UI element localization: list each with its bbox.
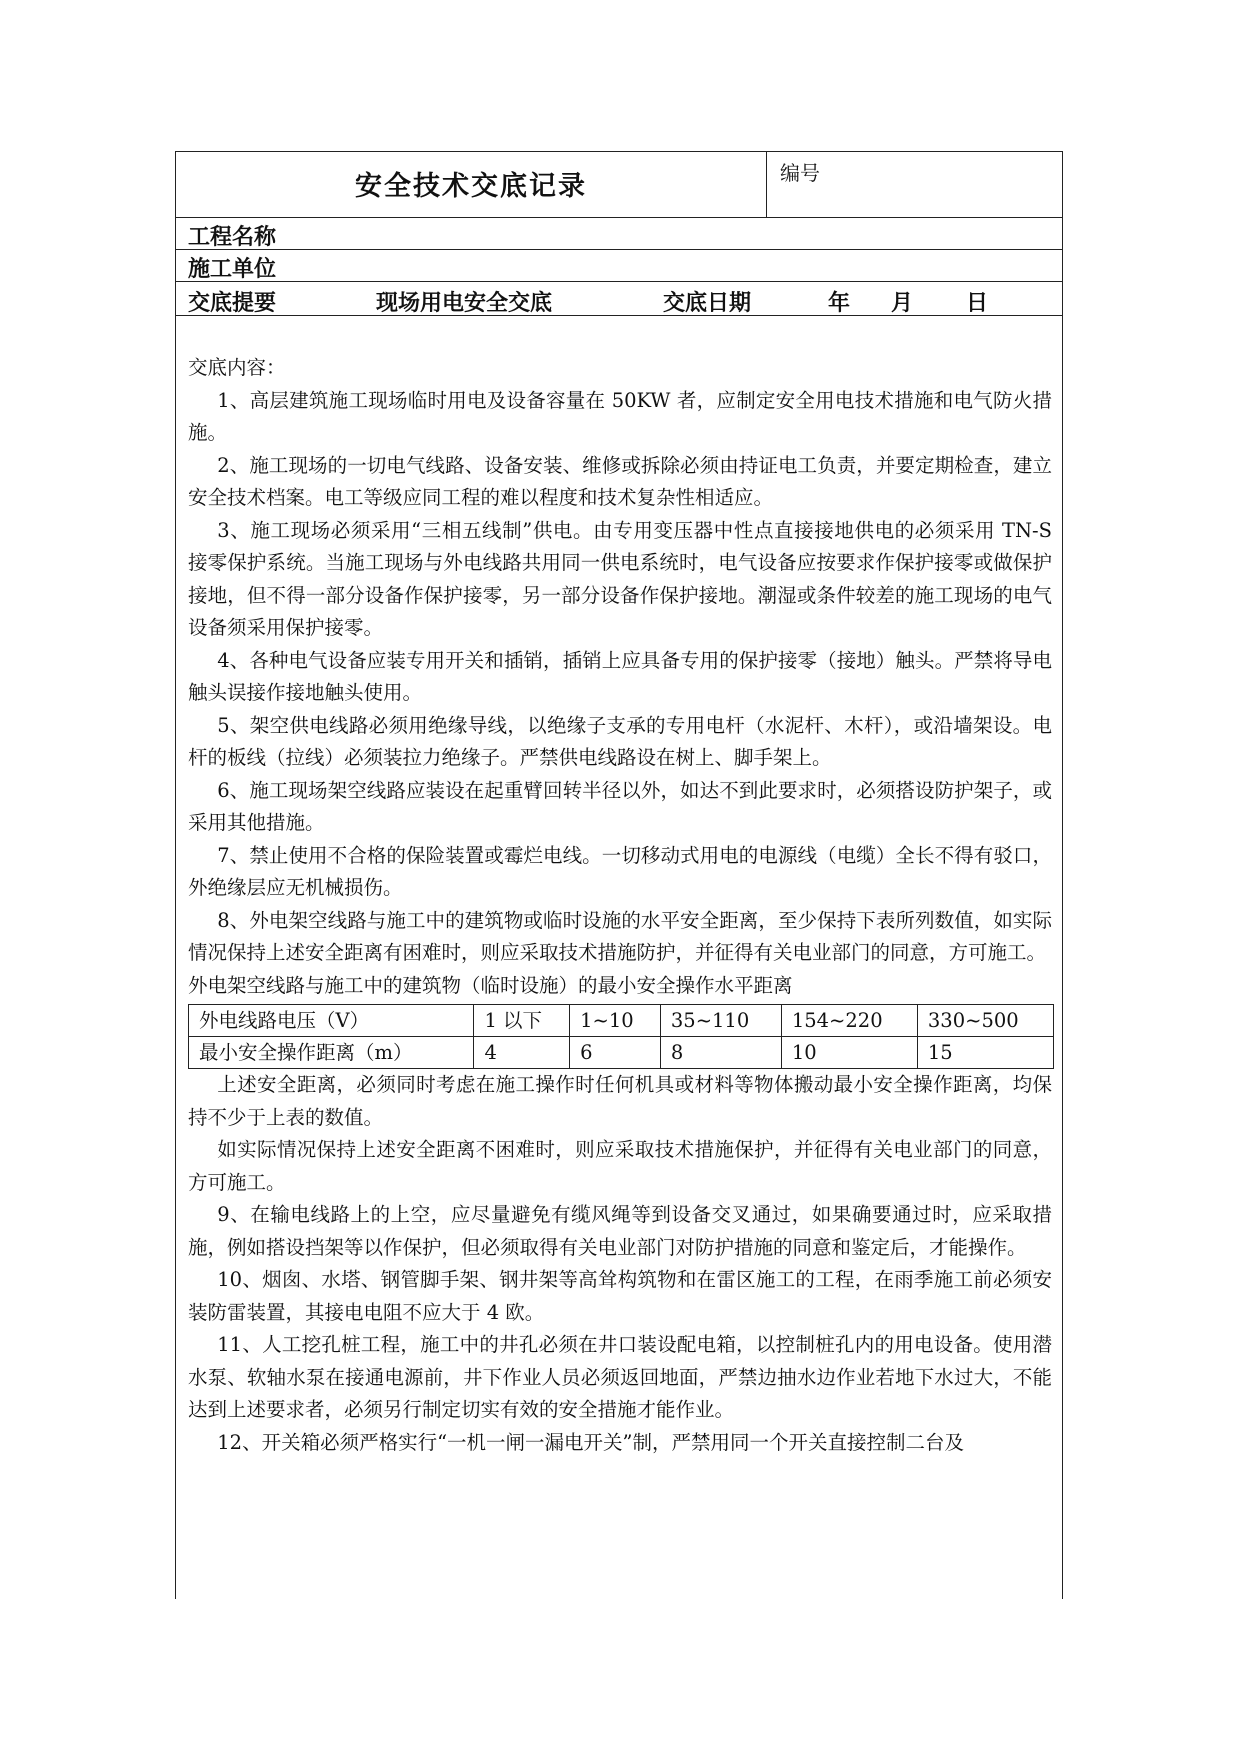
clause-4: 4、各种电气设备应装专用开关和插销，插销上应具备专用的保护接零（接地）触头。严禁将导电触头误接作接地触头使用。 (188, 648, 1052, 704)
clause-1: 1、高层建筑施工现场临时用电及设备容量在 50KW 者，应制定安全用电技术措施和电气防火措施。 (188, 388, 1052, 444)
date-year: 年 (828, 290, 851, 316)
table-cell: 1 以下 (474, 1005, 570, 1037)
safety-distance-table (188, 1004, 1054, 1069)
construction-unit-row (176, 250, 1062, 282)
clause-6: 6、施工现场架空线路应装设在起重臂回转半径以外，如达不到此要求时，必须搭设防护架子，或采用其他措施。 (188, 778, 1052, 834)
table-cell: 6 (570, 1037, 661, 1069)
clause-5: 5、架空供电线路必须用绝缘导线，以绝缘子支承的专用电杆（水泥杆、木杆），或沿墙架设。电杆的板线（拉线）必须装拉力绝缘子。严禁供电线路设在树上、脚手架上。 (188, 713, 1052, 769)
table-cell: 4 (474, 1037, 570, 1069)
clause-10: 10、烟囱、水塔、钢管脚手架、钢井架等高耸构筑物和在雷区施工的工程，在雨季施工前必须安装防雷装置，其接电电阻不应大于 4 欧。 (188, 1268, 1052, 1324)
note-1: 上述安全距离，必须同时考虑在施工操作时任何机具或材料等物体搬动最小安全操作距离，均保持不少于上表的数值。 (188, 1073, 1052, 1129)
table-cell: 330~500 (917, 1005, 1053, 1037)
project-name-row (176, 218, 1062, 250)
title-row (176, 152, 1062, 218)
divider (766, 152, 767, 217)
date-label: 交底日期 (663, 290, 752, 316)
table-cell: 154~220 (781, 1005, 917, 1037)
clause-12: 12、开关箱必须严格实行“一机一闸一漏电开关”制，严禁用同一个开关直接控制二台及 (217, 1430, 965, 1454)
table-cell: 10 (781, 1037, 917, 1069)
clause-8: 8、外电架空线路与施工中的建筑物或临时设施的水平安全距离，至少保持下表所列数值，如实际情况保持上述安全距离有困难时，则应采取技术措施防护，并征得有关电业部门的同意，方可施工。 (188, 908, 1052, 964)
clause-2: 2、施工现场的一切电气线路、设备安装、维修或拆除必须由持证电工负责，并要定期检查，建立安全技术档案。电工等级应同工程的难以程度和技术复杂性相适应。 (188, 453, 1052, 509)
summary-row (176, 282, 1062, 316)
date-month: 月 (891, 290, 914, 316)
page-title: 安全技术交底记录 (355, 171, 587, 202)
table-cell: 1~10 (570, 1005, 661, 1037)
table-cell: 15 (917, 1037, 1053, 1069)
table-cell: 8 (660, 1037, 781, 1069)
date-day: 日 (966, 290, 989, 316)
number-label: 编号 (780, 161, 820, 185)
summary-value: 现场用电安全交底 (376, 290, 553, 316)
construction-unit-label: 施工单位 (188, 256, 277, 282)
clause-7: 7、禁止使用不合格的保险装置或霉烂电线。一切移动式用电的电源线（电缆）全长不得有驳口，外绝缘层应无机械损伤。 (188, 843, 1052, 899)
table-caption: 外电架空线路与施工中的建筑物（临时设施）的最小安全操作水平距离 (188, 973, 793, 997)
summary-label: 交底提要 (188, 290, 277, 316)
clause-3: 3、施工现场必须采用“三相五线制”供电。由专用变压器中性点直接接地供电的必须采用 TN-S 接零保护系统。当施工现场与外电线路共用同一供电系统时，电气设备应按要求作保护接零或做保护接地，但不得一部分设备作保护接零，另一部分设备作保护接地。潮湿或条件较差的施工现场的电气设备须采用保护接零。 (188, 518, 1052, 639)
content-heading: 交底内容： (188, 356, 286, 379)
table-cell: 最小安全操作距离（m） (189, 1037, 474, 1069)
table-cell: 外电线路电压（V） (189, 1005, 474, 1037)
table-row (189, 1037, 1054, 1069)
note-2: 如实际情况保持上述安全距离不困难时，则应采取技术措施保护，并征得有关电业部门的同意，方可施工。 (188, 1138, 1052, 1194)
safety-disclosure-form (175, 151, 1063, 1599)
table-cell: 35~110 (660, 1005, 781, 1037)
clause-11: 11、人工挖孔桩工程，施工中的井孔必须在井口装设配电箱，以控制桩孔内的用电设备。使用潜水泵、软轴水泵在接通电源前，井下作业人员必须返回地面，严禁边抽水边作业若地下水过大，不能达到上述要求者，必须另行制定切实有效的安全措施才能作业。 (188, 1333, 1052, 1421)
disclosure-content (188, 352, 1052, 1459)
clause-9: 9、在输电线路上的上空，应尽量避免有缆风绳等到设备交叉通过，如果确要通过时，应采取措施，例如搭设挡架等以作保护，但必须取得有关电业部门对防护措施的同意和鉴定后，才能操作。 (188, 1203, 1052, 1259)
project-name-label: 工程名称 (188, 224, 277, 250)
table-row (189, 1005, 1054, 1037)
